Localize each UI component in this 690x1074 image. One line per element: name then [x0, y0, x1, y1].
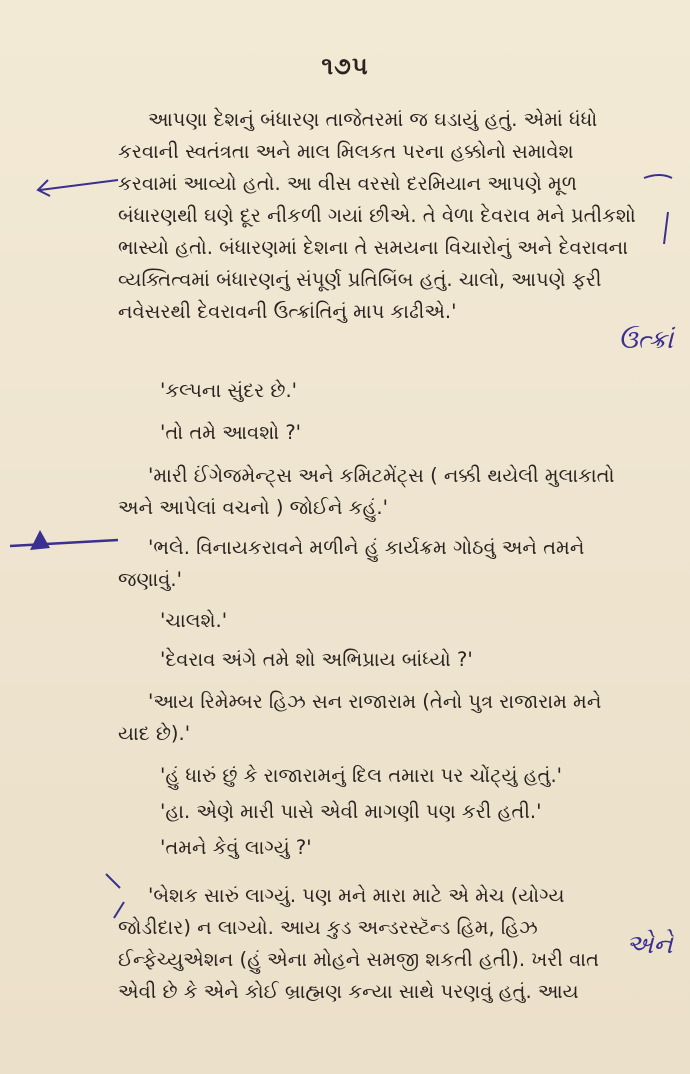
dialogue-5: 'ચાલશે.' [160, 609, 228, 632]
dialogue-9: 'હા. એણે મારી પાસે એવી માગણી પણ કરી હતી.' [160, 800, 542, 823]
paragraph-1: આપણા દેશનું બંધારણ તાજેતરમાં જ ઘડાયું હતું. એમાં ધંધો કરવાની સ્વતંત્રતા અને માલ મિલકત પરના હક્કોનો સમાવેશ કરવામાં આવ્યો હતો. આ વીસ વરસો દરમિયાન આપણે મૂળ બંધારણથી ઘણે દૂર નીકળી ગયાં છીએ. તે વેળા દેવરાવ મને પ્રતીકશો ભાસ્યો હતો. બંધારણમાં દેશના તે સમયના વિચારોનું અને દેવરાવના વ્યક્તિત્વમાં બંધારણનું સંપૂર્ણ પ્રતિબિંબ હતું. ચાલો, આપણે ફરી નવેસરથી દેવરાવની ઉત્ક્રાંતિનું માપ કાઢીએ.' [118, 108, 636, 323]
dialogue-7: 'આય રિમેમ્બર હિઝ સન રાજારામ (તેનો પુત્ર રાજારામ મને યાદ છે).' [118, 690, 602, 745]
dialogue-2: 'તો તમે આવશો ?' [160, 421, 302, 444]
handwritten-note-1: ઉત્ક્રાં [618, 325, 674, 355]
handwritten-note-2: એને [626, 930, 673, 960]
dialogue-6: 'દેવરાવ અંગે તમે શો અભિપ્રાય બાંધ્યો ?' [160, 648, 473, 671]
pen-mark-right-1 [640, 172, 680, 252]
dialogue-3: 'મારી ઈંગેજમેન્ટ્સ અને કમિટમેંટ્સ ( નક્કી થયેલી મુલાકાતો અને આપેલાં વચનો ) જોઈને કહું.' [118, 464, 615, 519]
page-number: ૧૭૫ [321, 52, 369, 80]
dialogue-8: 'હું ધારું છું કે રાજારામનું દિલ તમારા પર ચોંટ્યું હતું.' [160, 764, 563, 787]
pen-arrow-left-2 [0, 520, 120, 560]
pen-mark-left-3 [96, 868, 136, 928]
dialogue-11: 'બેશક સારું લાગ્યું. પણ મને મારા માટે એ મેચ (યોગ્ય જોડીદાર) ન લાગ્યો. આય કુડ અન્ડરસ્ટૅન્ડ હિમ, હિઝ ઈન્ફેચ્યુએશન (હું એના મોહને સમજી શકતી હતી). ખરી વાત એવી છે કે એને કોઈ બ્રાહ્મણ કન્યા સાથે પરણવું હતું. આય [118, 884, 599, 1003]
dialogue-10: 'તમને કેવું લાગ્યું ?' [160, 836, 312, 859]
dialogue-4: 'ભલે. વિનાયકરાવને મળીને હું કાર્યક્રમ ગોઠવું અને તમને જણાવું.' [118, 536, 585, 591]
dialogue-1: 'કલ્પના સુંદર છે.' [160, 379, 298, 402]
pen-arrow-left-1 [20, 168, 120, 208]
